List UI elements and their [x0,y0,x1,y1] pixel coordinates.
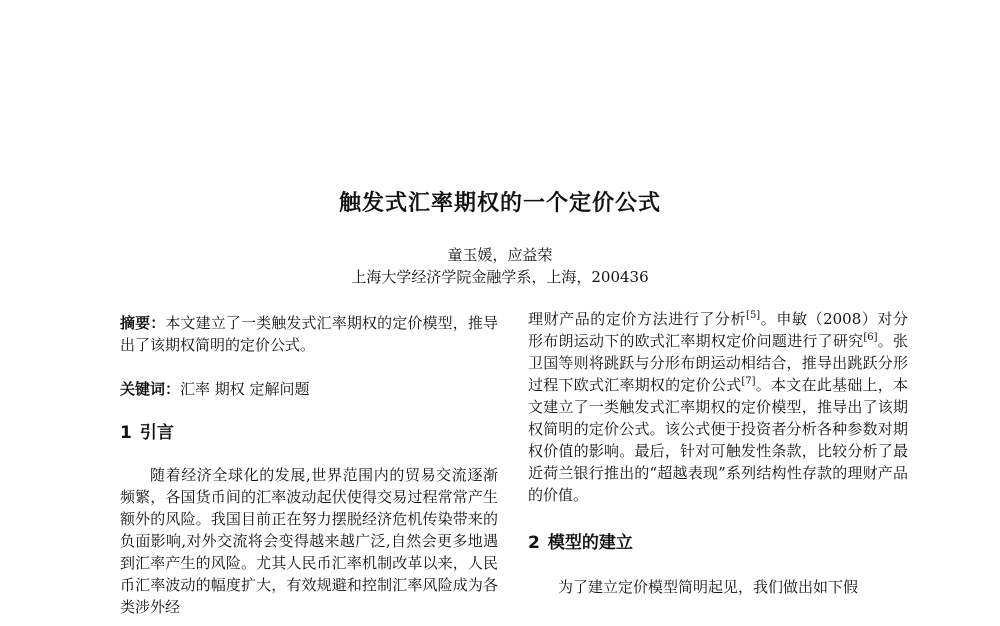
section-2-number: 2 [528,533,540,553]
section-2-paragraph: 为了建立定价模型简明起见，我们做出如下假 [558,578,859,596]
right-text-part-2: 。申敏（2008）对分形布朗运动下的欧式汇率期权定价问题进行了研究 [528,310,908,350]
right-text-part-1: 理财产品的定价方法进行了分析 [528,310,747,328]
section-1-title: 引言 [139,423,174,443]
abstract-label: 摘要： [120,314,166,332]
keywords-label: 关键词： [120,380,181,398]
abstract [120,312,498,356]
citation-5: [5] [746,310,761,321]
keywords-text: 汇率 期权 定解问题 [180,380,310,398]
right-column [528,308,908,598]
citation-6: [6] [863,332,878,343]
abstract-text: 本文建立了一类触发式汇率期权的定价模型，推导出了该期权简明的定价公式。 [120,314,498,354]
right-text-part-3: 。张卫国等则将跳跃与分形布朗运动相结合，推导出跳跃分形过程下欧式汇率期权的定价公式 [528,332,908,394]
section-1-heading [120,422,498,444]
citation-7: [7] [741,376,756,387]
section-1-number: 1 [120,423,132,443]
paper-title: 触发式汇率期权的一个定价公式 [338,191,661,216]
paper-authors: 童玉媛，应益荣 [447,246,553,264]
right-column-paragraph [528,308,908,506]
keywords [120,378,498,400]
paper-affiliation: 上海大学经济学院金融学系，上海，200436 [351,268,649,286]
left-column [120,312,498,618]
section-2-heading [528,532,908,554]
right-text-part-4: 。本文在此基础上，本文建立了一类触发式汇率期权的定价模型，推导出了该期权简明的定价公式。该公式便于投资者分析各种参数对期权价值的影响。最后，针对可触发性条款，比较分析了最近荷兰银行推出的“超越表现”系列结构性存款的理财产品的价值。 [528,376,908,504]
section-1-paragraph: 随着经济全球化的发展,世界范围内的贸易交流逐渐频繁，各国货币间的汇率波动起伏使得交易过程常常产生额外的风险。我国目前正在努力摆脱经济危机传染带来的负面影响,对外交流将会变得越来越广泛,自然会更多地遇到汇率产生的风险。尤其人民币汇率机制改革以来，人民币汇率波动的幅度扩大，有效规避和控制汇率风险成为各类涉外经 [120,466,498,616]
section-2-title: 模型的建立 [547,533,633,553]
